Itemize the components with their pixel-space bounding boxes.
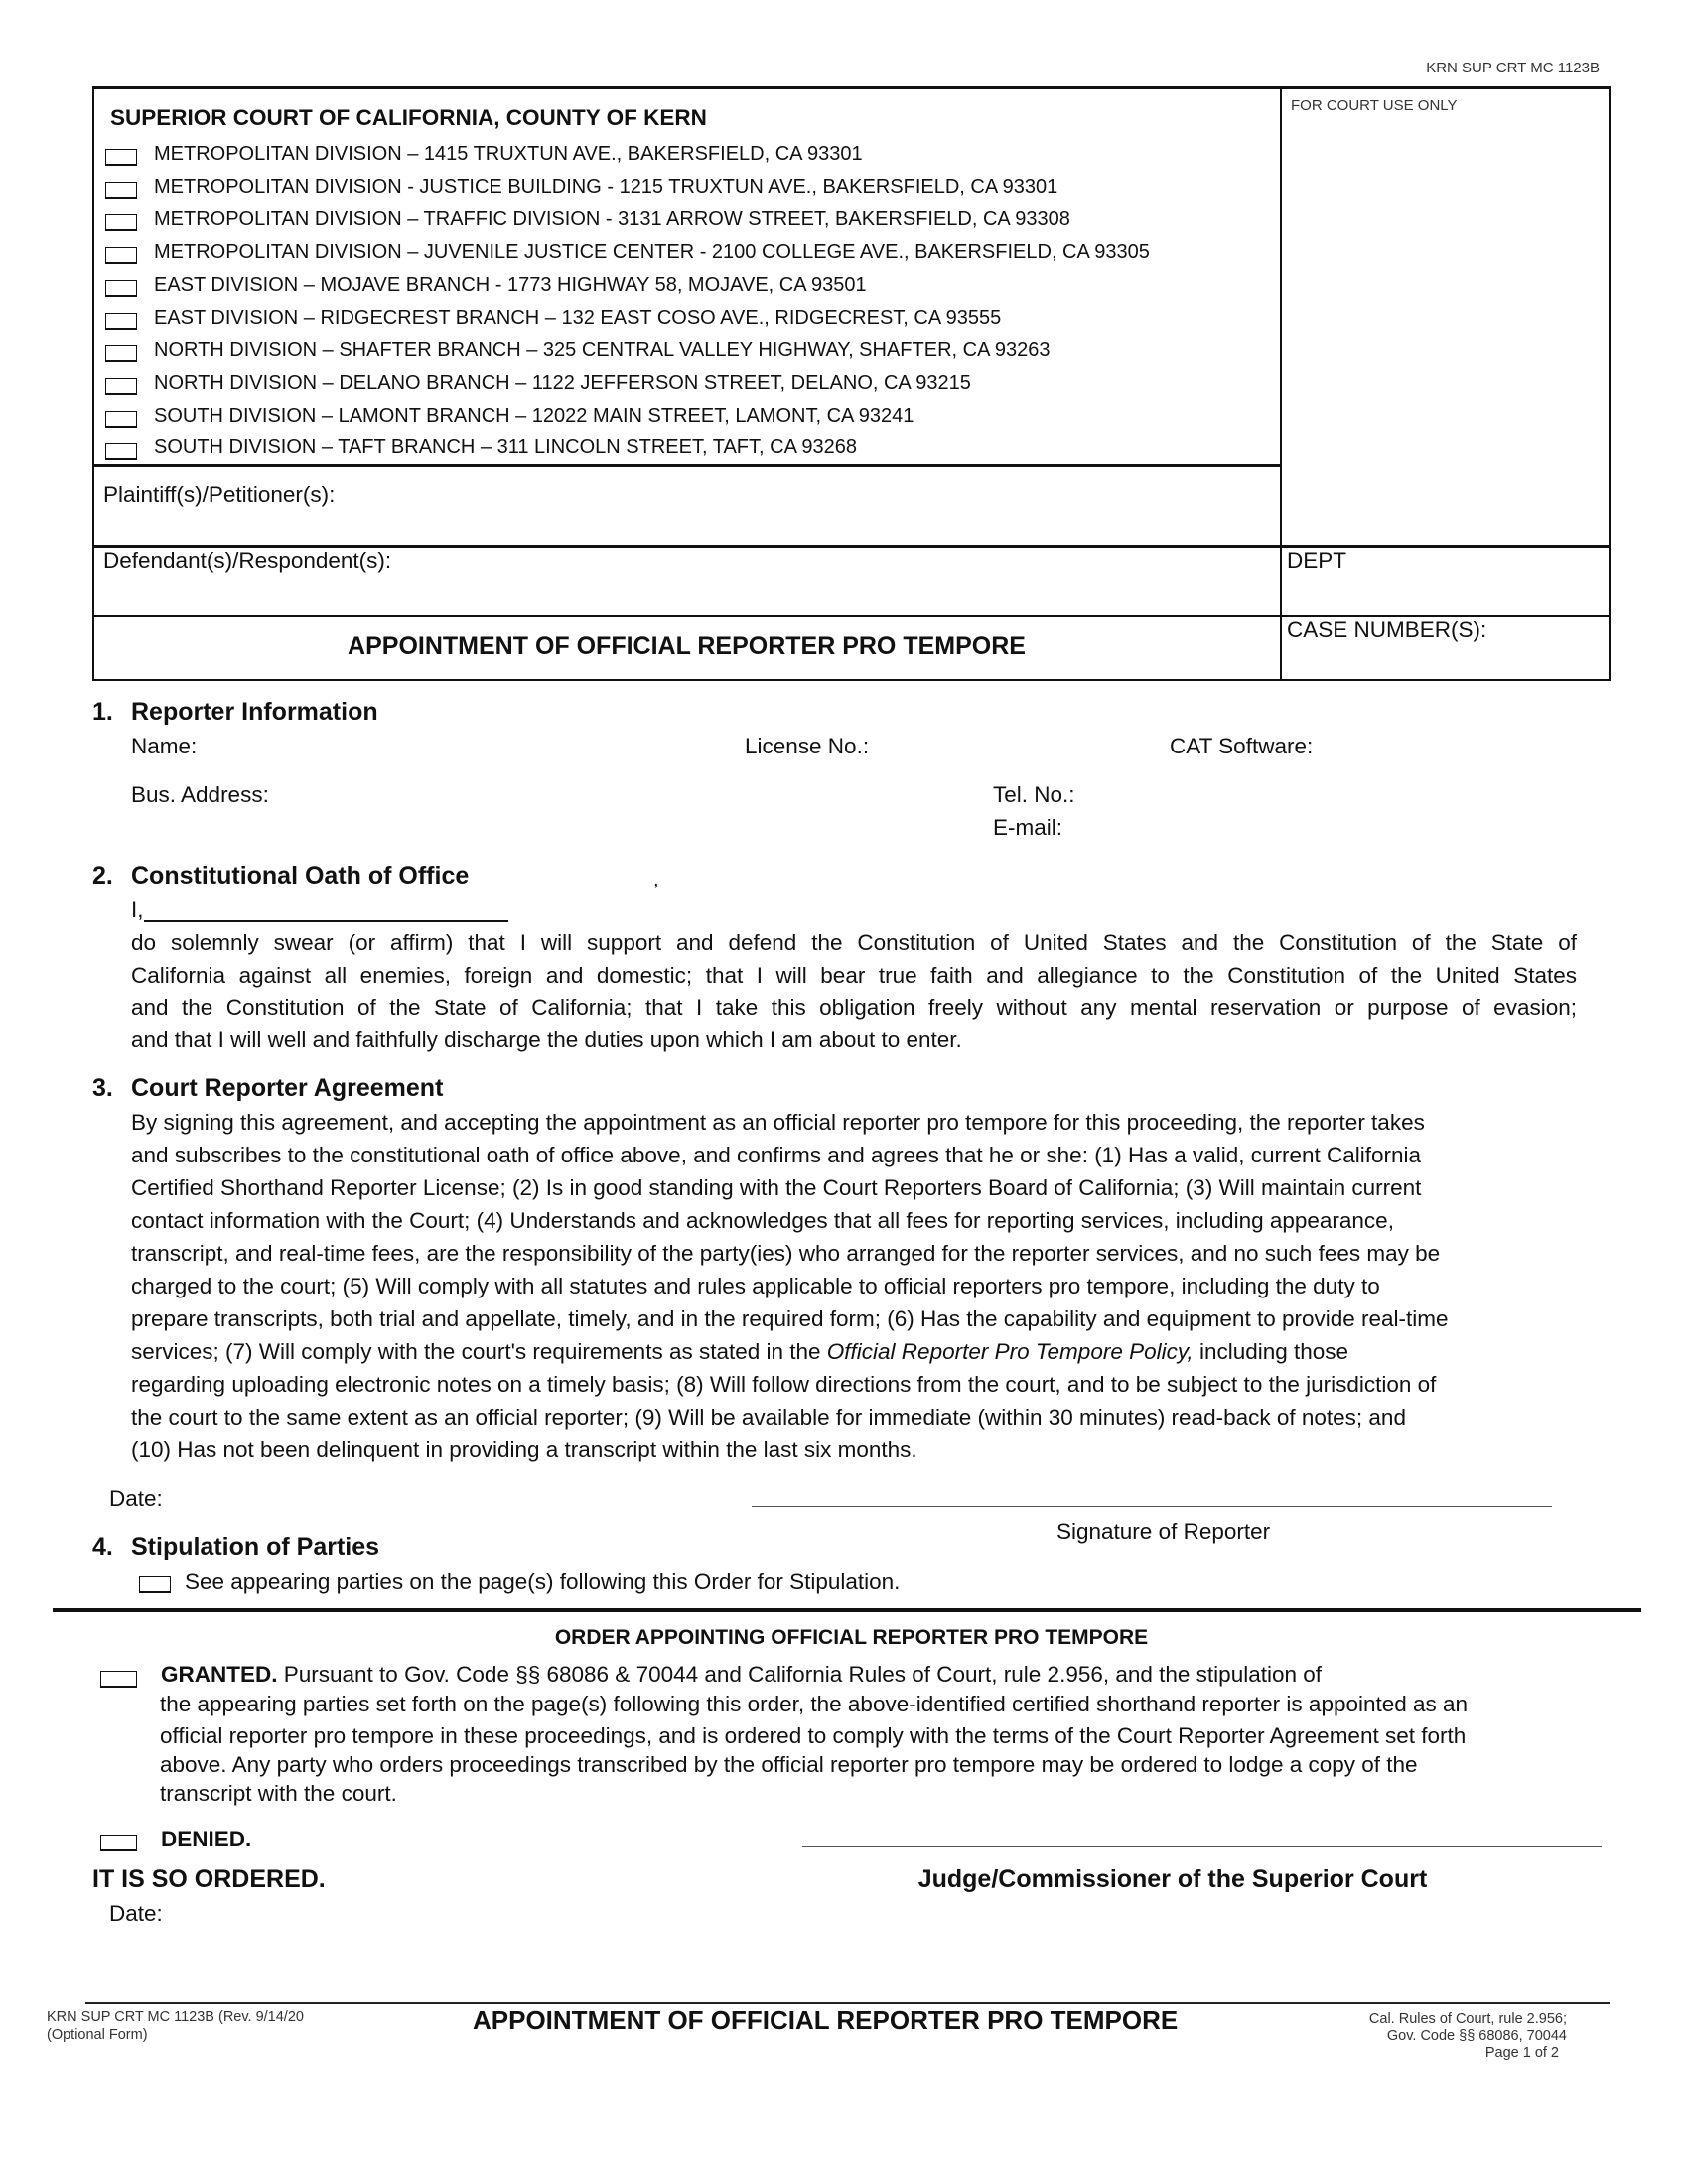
- footer-divider: [85, 2002, 1610, 2004]
- location-checkbox[interactable]: [105, 182, 137, 199]
- agreement-line: and subscribes to the constitutional oath of office above, and confirms and agrees that he or she: (1) Has a valid, current California: [131, 1143, 1422, 1167]
- form-code-top: KRN SUP CRT MC 1123B: [1426, 60, 1600, 76]
- footer-rules-2: Gov. Code §§ 68086, 70044: [1386, 2028, 1567, 2044]
- location-checkbox[interactable]: [105, 378, 137, 395]
- agreement-line: charged to the court; (5) Will comply with all statutes and rules applicable to official reporters pro tempore, including the duty to: [131, 1274, 1380, 1298]
- judge-signature-line[interactable]: [802, 1846, 1602, 1847]
- reporter-signature-line[interactable]: [752, 1506, 1552, 1507]
- denied-label: DENIED.: [161, 1827, 252, 1851]
- policy-title: Official Reporter Pro Tempore Policy,: [826, 1339, 1194, 1364]
- order-date-label: Date:: [109, 1901, 163, 1926]
- location-label: NORTH DIVISION – DELANO BRANCH – 1122 JEFFERSON STREET, DELANO, CA 93215: [154, 372, 971, 394]
- form-title: APPOINTMENT OF OFFICIAL REPORTER PRO TEMPORE: [348, 632, 1026, 660]
- section4-number: 4.: [92, 1533, 113, 1561]
- location-checkbox[interactable]: [105, 345, 137, 362]
- granted-line: transcript with the court.: [160, 1781, 397, 1806]
- footer-rules-1: Cal. Rules of Court, rule 2.956;: [1368, 2011, 1567, 2027]
- location-label: METROPOLITAN DIVISION – 1415 TRUXTUN AVE., BAKERSFIELD, CA 93301: [154, 143, 863, 165]
- address-label: Bus. Address:: [131, 782, 269, 807]
- order-divider: [53, 1608, 1641, 1612]
- agreement-line: the court to the same extent as an official reporter; (9) Will be available for immediate (within 30 minutes) read-back of notes; and: [131, 1405, 1406, 1430]
- granted-checkbox[interactable]: [100, 1671, 137, 1688]
- section2-number: 2.: [92, 862, 113, 889]
- granted-label: GRANTED.: [161, 1662, 278, 1687]
- denied-checkbox[interactable]: [100, 1835, 137, 1851]
- plaintiff-label: Plaintiff(s)/Petitioner(s):: [103, 482, 336, 507]
- location-label: EAST DIVISION – MOJAVE BRANCH - 1773 HIGHWAY 58, MOJAVE, CA 93501: [154, 274, 867, 296]
- footer-optional: (Optional Form): [47, 2027, 148, 2043]
- case-number-label: CASE NUMBER(S):: [1287, 617, 1487, 642]
- footer-form-code: KRN SUP CRT MC 1123B (Rev. 9/14/20: [47, 2009, 304, 2025]
- agreement-line: By signing this agreement, and accepting the appointment as an official reporter pro tempore for this proceeding, the reporter takes: [131, 1110, 1425, 1135]
- oath-line: do solemnly swear (or affirm) that I will support and defend the Constitution of United States and the Constitution of the State of: [131, 930, 1577, 955]
- license-label: License No.:: [745, 734, 870, 758]
- granted-line: above. Any party who orders proceedings transcribed by the official reporter pro tempore may be ordered to lodge a copy of the: [160, 1752, 1418, 1777]
- granted-text: [161, 1664, 1322, 1687]
- granted-line: Pursuant to Gov. Code §§ 68086 & 70044 and California Rules of Court, rule 2.956, and the stipulation of: [277, 1662, 1323, 1687]
- section1-title: Reporter Information: [131, 698, 378, 726]
- oath-i-label: I,: [131, 897, 144, 922]
- signature-label: Signature of Reporter: [1056, 1519, 1271, 1544]
- location-label: METROPOLITAN DIVISION - JUSTICE BUILDING - 1215 TRUXTUN AVE., BAKERSFIELD, CA 93301: [154, 176, 1058, 198]
- footer-page: Page 1 of 2: [1484, 2045, 1559, 2061]
- cat-software-label: CAT Software:: [1170, 734, 1314, 758]
- location-label: SOUTH DIVISION – LAMONT BRANCH – 12022 MAIN STREET, LAMONT, CA 93241: [154, 405, 914, 427]
- agreement-line: contact information with the Court; (4) Understands and acknowledges that all fees for reporting services, including appearance,: [131, 1208, 1394, 1233]
- oath-name-line[interactable]: [144, 920, 508, 922]
- location-label: NORTH DIVISION – SHAFTER BRANCH – 325 CENTRAL VALLEY HIGHWAY, SHAFTER, CA 93263: [154, 340, 1051, 361]
- so-ordered: IT IS SO ORDERED.: [92, 1865, 326, 1893]
- agreement-line: [131, 1341, 1577, 1364]
- oath-line: and that I will well and faithfully discharge the duties upon which I am about to enter.: [131, 1027, 962, 1052]
- stipulation-checkbox[interactable]: [139, 1576, 171, 1593]
- location-checkbox[interactable]: [105, 411, 137, 428]
- agreement-text: services; (7) Will comply with the court's requirements as stated in the: [131, 1339, 827, 1364]
- oath-line: and the Constitution of the State of California; that I take this obligation freely without any mental reservation or purpose of evasion;: [131, 995, 1577, 1020]
- oath-line: California against all enemies, foreign and domestic; that I will bear true faith and allegiance to the Constitution of the United States: [131, 963, 1577, 988]
- reporter-date-label: Date:: [109, 1486, 163, 1511]
- dept-label: DEPT: [1287, 548, 1347, 573]
- tel-label: Tel. No.:: [993, 782, 1075, 807]
- section1-number: 1.: [92, 698, 113, 726]
- location-checkbox[interactable]: [105, 313, 137, 330]
- footer-title: APPOINTMENT OF OFFICIAL REPORTER PRO TEMPORE: [473, 2005, 1179, 2035]
- agreement-line: Certified Shorthand Reporter License; (2) Is in good standing with the Court Reporters Board of California; (3) Will maintain current: [131, 1175, 1422, 1200]
- location-checkbox[interactable]: [105, 280, 137, 297]
- agreement-line: prepare transcripts, both trial and appellate, timely, and in the required form; (6) Has the capability and equipment to provide real-time: [131, 1306, 1449, 1331]
- section3-title: Court Reporter Agreement: [131, 1074, 444, 1102]
- section3-number: 3.: [92, 1074, 113, 1102]
- court-name: SUPERIOR COURT OF CALIFORNIA, COUNTY OF KERN: [110, 105, 707, 130]
- order-title: ORDER APPOINTING OFFICIAL REPORTER PRO TEMPORE: [554, 1626, 1149, 1649]
- stray-comma: ,: [653, 869, 659, 890]
- location-checkbox[interactable]: [105, 443, 137, 460]
- agreement-text: including those: [1193, 1339, 1349, 1364]
- agreement-line: (10) Has not been delinquent in providing a transcript within the last six months.: [131, 1437, 917, 1462]
- granted-line: the appearing parties set forth on the page(s) following this order, the above-identified certified shorthand reporter is appointed as an: [160, 1692, 1469, 1716]
- defendant-label: Defendant(s)/Respondent(s):: [103, 548, 392, 573]
- location-label: METROPOLITAN DIVISION – TRAFFIC DIVISION - 3131 ARROW STREET, BAKERSFIELD, CA 93308: [154, 208, 1070, 230]
- location-checkbox[interactable]: [105, 214, 137, 231]
- agreement-line: regarding uploading electronic notes on a timely basis; (8) Will follow directions from the court, and to be subject to the jurisdiction of: [131, 1372, 1437, 1397]
- judge-label: Judge/Commissioner of the Superior Court: [917, 1865, 1428, 1893]
- location-checkbox[interactable]: [105, 247, 137, 264]
- section2-title: Constitutional Oath of Office: [131, 862, 470, 889]
- court-use-label: FOR COURT USE ONLY: [1291, 97, 1458, 114]
- email-label: E-mail:: [993, 815, 1063, 840]
- location-label: EAST DIVISION – RIDGECREST BRANCH – 132 EAST COSO AVE., RIDGECREST, CA 93555: [154, 307, 1002, 329]
- location-label: METROPOLITAN DIVISION – JUVENILE JUSTICE CENTER - 2100 COLLEGE AVE., BAKERSFIELD, CA 93305: [154, 241, 1150, 263]
- granted-line: official reporter pro tempore in these proceedings, and is ordered to comply with the terms of the Court Reporter Agreement set forth: [160, 1723, 1467, 1748]
- name-label: Name:: [131, 734, 198, 758]
- location-checkbox[interactable]: [105, 149, 137, 166]
- agreement-line: transcript, and real-time fees, are the responsibility of the party(ies) who arranged for the reporter services, and no such fees may be: [131, 1241, 1441, 1266]
- stipulation-label: See appearing parties on the page(s) following this Order for Stipulation.: [185, 1570, 901, 1594]
- location-label: SOUTH DIVISION – TAFT BRANCH – 311 LINCOLN STREET, TAFT, CA 93268: [154, 436, 857, 458]
- section4-title: Stipulation of Parties: [131, 1533, 380, 1561]
